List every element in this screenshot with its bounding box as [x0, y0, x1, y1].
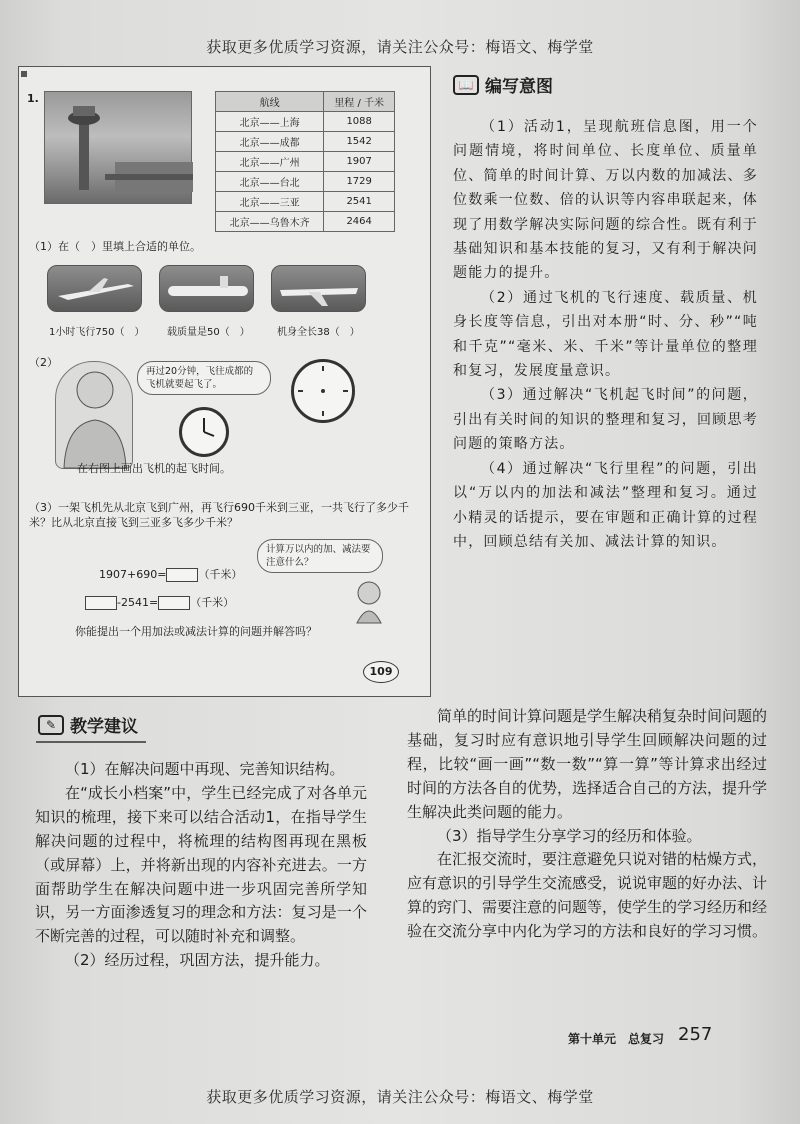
person-icon: [56, 362, 134, 470]
exercise-number: 1.: [27, 92, 39, 105]
col-header-distance: 里程 / 千米: [324, 92, 395, 112]
question-1: （1）在（ ）里填上合适的单位。: [29, 240, 201, 253]
airplane-icon: [160, 266, 255, 313]
table-row: [216, 192, 395, 212]
writing-intent-section: [453, 72, 758, 554]
equation-2-operand-box[interactable]: [85, 596, 117, 610]
advice-left-column: [35, 744, 367, 973]
exercise-panel: [18, 66, 431, 697]
airplane-icon: [48, 266, 143, 313]
blank-clock-icon[interactable]: [291, 359, 355, 423]
equation-1: [99, 567, 242, 582]
caption-speed: 1小时飞行750（ ）: [49, 327, 145, 338]
airplane-body-photo: [271, 265, 366, 312]
equation-1-answer-box[interactable]: [166, 568, 198, 582]
writing-intent-title: 编写意图: [485, 77, 553, 97]
caption-length: 机身全长38（ ）: [277, 327, 360, 338]
route-cell: 北京——台北: [216, 172, 324, 192]
table-row: [216, 172, 395, 192]
route-cell: 北京——乌鲁木齐: [216, 212, 324, 232]
intent-paragraph-2: （2）通过飞机的飞行速度、载质量、机身长度等信息，引出对本册“时、分、秒”“吨和千克”“毫米、米、千米”等计量单位的整理和复习，发展度量意识。: [453, 289, 758, 380]
equation-1-left: 1907+690=: [99, 568, 167, 581]
airplane-flying-photo: [47, 265, 142, 312]
distance-cell: 1088: [324, 112, 395, 132]
intent-paragraph-1: （1）活动1，呈现航班信息图，用一个问题情境，将时间单位、长度单位、质量单位、简单的时间计算、万以内数的加减法、多位数乘一位数、倍的认识等内容串联起来，体现了用数学解决实际问题的综合性。既有利于基础知识和基本技能的复习，又有利于解决问题能力的提升。: [453, 119, 758, 282]
route-cell: 北京——成都: [216, 132, 324, 152]
question-3: （3）一架飞机先从北京飞到广州，再飞行690千米到三亚，一共飞行了多少千米？比从北京直接飞到三亚多飞多少千米？: [29, 501, 409, 529]
distance-cell: 1907: [324, 152, 395, 172]
caption-load: 载质量是50（ ）: [167, 327, 250, 338]
route-cell: 北京——广州: [216, 152, 324, 172]
airplane-cargo-photo: [159, 265, 254, 312]
boy-illustration: [55, 361, 133, 469]
textbook-page-number: 109: [363, 661, 399, 683]
table-row: [216, 212, 395, 232]
wristwatch-icon: [179, 407, 229, 457]
clock-hands: [182, 410, 226, 454]
col-header-route: 航线: [216, 92, 324, 112]
question-2: （2）: [29, 356, 58, 369]
advice-paragraph-2: 简单的时间计算问题是学生解决稍复杂时间问题的基础，复习时应有意识地引导学生回顾解决问题的过程，比较“画一画”“数一数”“算一算”等计算求出经过时间的方法各自的优势，选择适合自己的方法，提升学生解决此类问题的能力。: [407, 707, 768, 821]
teaching-advice-header: [38, 712, 138, 737]
advice-paragraph-3: 在汇报交流时，要注意避免只说对错的枯燥方式，应有意识的引导学生交流感受，说说审题的好办法、计算的窍门、需要注意的问题等，使学生的学习经历和经验在交流分享中内化为学习的方法和良好的学习习惯。: [407, 850, 768, 941]
advice-paragraph-1: 在“成长小档案”中，学生已经完成了对各单元知识的梳理，接下来可以结合活动1，在指导学生解决问题的过程中，将梳理的结构图再现在黑板（或屏幕）上，并将新出现的内容补充进去。一方面帮助学生在解决问题中进一步巩固完善所学知识，另一方面渗透复习的理念和方法：复习是一个不断完善的过程，可以随时补充和调整。: [35, 783, 367, 946]
equation-2: [85, 595, 234, 610]
advice-point-1: （1）在解决问题中再现、完善知识结构。: [65, 760, 345, 778]
equation-2-answer-box[interactable]: [158, 596, 190, 610]
equation-2-unit: （千米）: [190, 596, 235, 609]
airplane-icon: [272, 266, 367, 313]
watermark-bottom: 获取更多优质学习资源，请关注公众号：梅语文、梅学堂: [206, 1088, 594, 1106]
table-row: [216, 152, 395, 172]
pen-icon: ✎: [38, 715, 64, 735]
watermark-top: 获取更多优质学习资源，请关注公众号：梅语文、梅学堂: [206, 38, 594, 56]
corner-mark: [21, 71, 27, 77]
distance-cell: 2541: [324, 192, 395, 212]
intent-paragraph-4: （4）通过解决“飞行里程”的问题，引出以“万以内的加法和减法”整理和复习。通过小精灵的话提示，要在审题和正确计算的过程中，回顾总结有关加、减法计算的知识。: [453, 460, 758, 550]
distance-cell: 1729: [324, 172, 395, 192]
distance-cell: 1542: [324, 132, 395, 152]
route-cell: 北京——上海: [216, 112, 324, 132]
writing-intent-header: [453, 72, 758, 97]
distance-cell: 2464: [324, 212, 395, 232]
unit-label: 第十单元 总复习: [568, 1032, 665, 1046]
teaching-advice-title: 教学建议: [70, 717, 138, 737]
airport-tower-icon: [45, 92, 193, 205]
flight-route-table: [215, 91, 395, 232]
advice-point-3: （3）指导学生分享学习的经历和体验。: [437, 826, 702, 845]
advice-right-column: [407, 705, 767, 944]
advice-point-2: （2）经历过程，巩固方法，提升能力。: [65, 951, 330, 970]
hint-speech-bubble: 计算万以内的加、减法要注意什么？: [257, 539, 383, 573]
intent-paragraph-3: （3）通过解决“飞机起飞时间”的问题，引出有关时间的知识的整理和复习，回顾思考问题的策略方法。: [453, 387, 758, 453]
equation-1-unit: （千米）: [198, 568, 243, 581]
page-number: 257: [678, 1024, 713, 1045]
equation-2-mid: -2541=: [117, 596, 159, 609]
clock-ticks: [294, 362, 352, 420]
sprite-character-icon: [349, 579, 389, 625]
question-3-extra: 你能提出一个用加法或减法计算的问题并解答吗？: [75, 625, 317, 638]
table-row: [216, 132, 395, 152]
boy-speech-bubble: 再过20分钟，飞往成都的飞机就要起飞了。: [137, 361, 271, 395]
route-cell: 北京——三亚: [216, 192, 324, 212]
table-row: [216, 112, 395, 132]
question-2-instruction: 在右图上画出飞机的起飞时间。: [77, 462, 231, 475]
airport-photo: [44, 91, 192, 204]
book-icon: 📖: [453, 75, 479, 95]
